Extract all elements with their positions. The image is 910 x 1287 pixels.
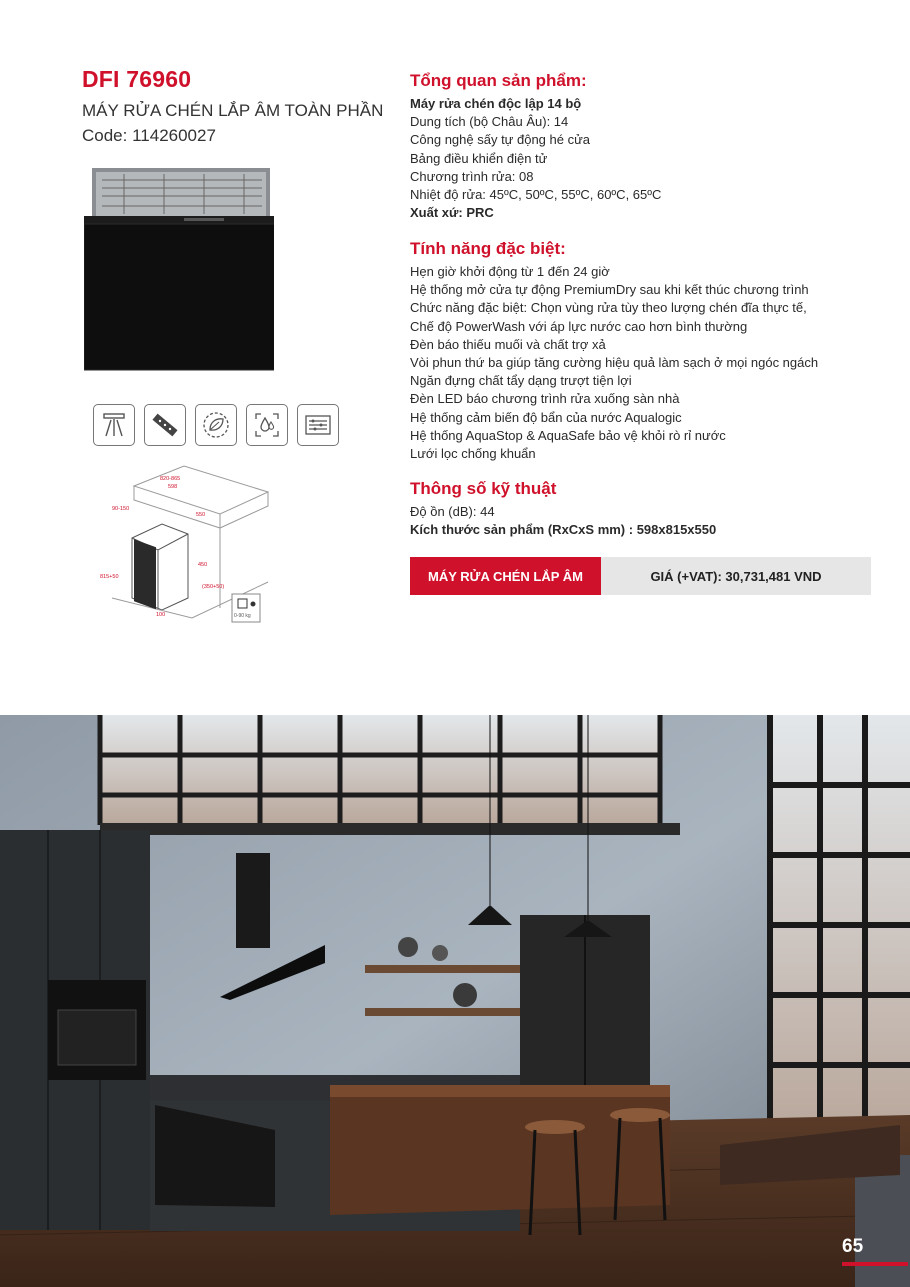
feature-line: Chế độ PowerWash với áp lực nước cao hơn bình thường [410,318,748,334]
features-section [410,238,880,463]
dim-label-1: 820-865 [160,476,181,482]
overview-line: Chương trình rửa: 08 [410,168,534,184]
page-number-underline [842,1262,908,1266]
dim-label-3: 550 [196,512,206,518]
overview-line: Xuất xứ: PRC [410,205,494,221]
eco-leaf-icon [195,404,237,446]
category-label: MÁY RỬA CHÉN LẮP ÂM [410,557,601,595]
dim-label-2: 598 [168,484,178,490]
feature-line: Chức năng đặc biệt: Chọn vùng rửa tùy theo lượng chén đĩa thực tế, [410,300,807,316]
spec-line: Kích thước sản phẩm (RxCxS mm) : 598x815x550 [410,522,717,538]
dishwasher-product-image [84,166,274,372]
product-type: MÁY RỬA CHÉN LẮP ÂM TOÀN PHẦN [82,101,384,120]
feature-line: Hẹn giờ khởi động từ 1 đến 24 giờ [410,264,610,279]
cutlery-drawer-icon [297,404,339,446]
feature-line: Lưới lọc chống khuẩn [410,446,536,462]
price-label: GIÁ (+VAT): 30,731,481 VND [601,557,871,595]
kitchen-lifestyle-photo [0,715,910,1287]
page-number: 65 [842,1236,864,1257]
overview-line: Công nghệ sấy tự động hé cửa [410,132,591,148]
overview-line: Bảng điều khiển điện tử [410,150,548,166]
specs-title: Thông số kỹ thuật [410,479,557,498]
feature-line: Đèn LED báo chương trình rửa xuống sàn nhà [410,391,680,407]
installation-diagram [92,458,272,628]
feature-line: Hệ thống cảm biến độ bẩn của nước Aqualogic [410,409,682,425]
specs-section [410,478,880,539]
overview-line: Dung tích (bộ Châu Âu): 14 [410,114,569,130]
feature-icons-row [93,404,339,446]
third-spray-arm-icon [144,404,186,446]
product-code: Code: 114260027 [82,126,216,145]
overview-section [410,70,880,222]
feature-line: Hệ thống AquaStop & AquaSafe bảo vệ khỏi rò rỉ nước [410,427,726,443]
overview-line: Nhiệt độ rửa: 45ºC, 50ºC, 55ºC, 60ºC, 65ºC [410,187,662,203]
weight-label: 0-90 kg [234,613,251,619]
feature-line: Vòi phun thứ ba giúp tăng cường hiệu quả làm sạch ở mọi ngóc ngách [410,355,819,371]
dim-label-4: 90-150 [112,506,130,512]
floor-led-projection-icon [93,404,135,446]
water-sensor-icon [246,404,288,446]
dim-label-6: 450 [198,562,208,568]
features-title: Tính năng đặc biệt: [410,239,566,258]
overview-line: Máy rửa chén độc lập 14 bộ [410,96,582,111]
spec-line: Độ ồn (dB): 44 [410,504,495,519]
feature-line: Hệ thống mở cửa tự động PremiumDry sau khi kết thúc chương trình [410,282,809,298]
feature-line: Đèn báo thiếu muối và chất trợ xả [410,336,606,352]
dim-label-5: 815+50 [100,574,119,580]
dim-label-8: 100 [156,612,166,618]
feature-line: Ngăn đựng chất tẩy dạng trượt tiện lợi [410,373,632,389]
overview-title: Tổng quan sản phẩm: [410,71,587,90]
model-name: DFI 76960 [82,66,192,92]
dim-label-7: (350+50) [202,584,225,590]
